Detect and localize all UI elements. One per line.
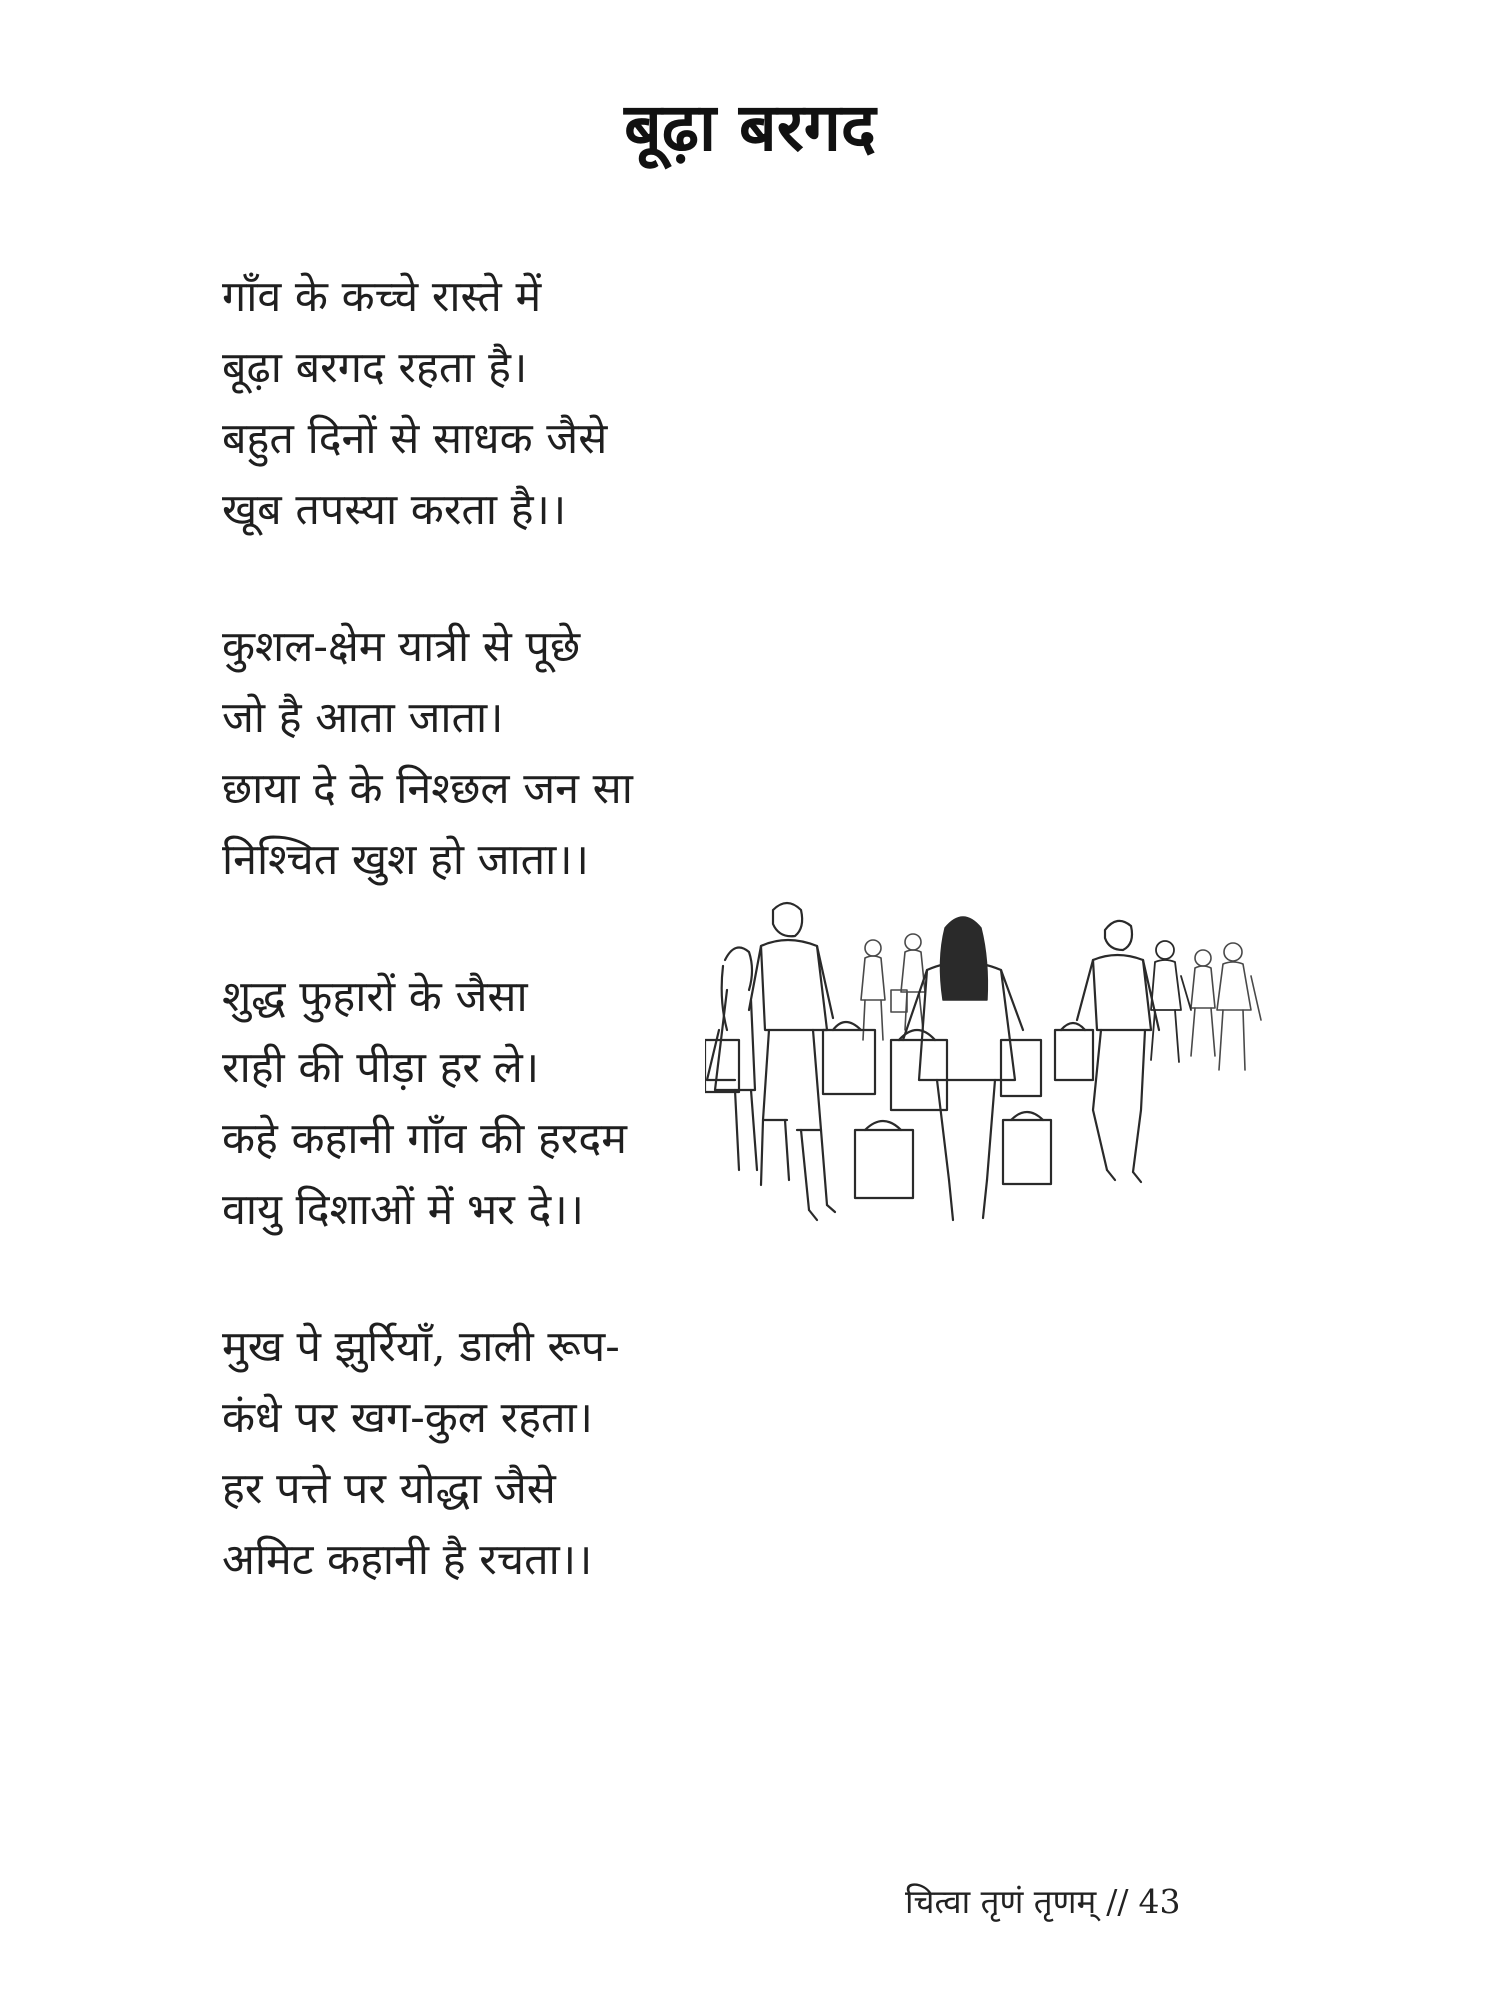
poem-line: शुद्ध फुहारों के जैसा (222, 972, 528, 1022)
page-title: बूढ़ा बरगद (624, 89, 876, 166)
footer-separator: // (1106, 1882, 1129, 1921)
stanza-1 (222, 262, 742, 546)
poem-line: राही की पीड़ा हर ले। (222, 1043, 540, 1093)
poem-line: छाया दे के निश्छल जन सा (222, 764, 633, 814)
poem-line: हर पत्ते पर योद्धा जैसे (222, 1464, 556, 1514)
page-number: 43 (1138, 1882, 1181, 1921)
stanza-4 (222, 1312, 742, 1596)
poem-line: कहे कहानी गाँव की हरदम (222, 1114, 627, 1164)
page-footer (905, 1878, 1180, 1923)
stanza-2 (222, 612, 742, 896)
poem-line: खूब तपस्या करता है।। (222, 485, 567, 535)
poem (222, 262, 742, 1662)
poem-line: निश्चित खुश हो जाता।। (222, 835, 589, 885)
poem-line: बहुत दिनों से साधक जैसे (222, 414, 608, 464)
stanza-3 (222, 962, 742, 1246)
poem-line: कंधे पर खग-कुल रहता। (222, 1393, 593, 1443)
poem-line: अमिट कहानी है रचता।। (222, 1535, 593, 1585)
people-walking-sketch-icon (705, 880, 1295, 1250)
poem-line: बूढ़ा बरगद रहता है। (222, 343, 528, 393)
poem-line: वायु दिशाओं में भर दे।। (222, 1185, 584, 1235)
poem-line: गाँव के कच्चे रास्ते में (222, 272, 542, 322)
book-title: चित्वा तृणं तृणम् (905, 1882, 1097, 1921)
poem-line: जो है आता जाता। (222, 693, 504, 743)
poem-line: मुख पे झुर्रियाँ, डाली रूप- (222, 1322, 620, 1372)
poem-line: कुशल-क्षेम यात्री से पूछे (222, 622, 581, 672)
